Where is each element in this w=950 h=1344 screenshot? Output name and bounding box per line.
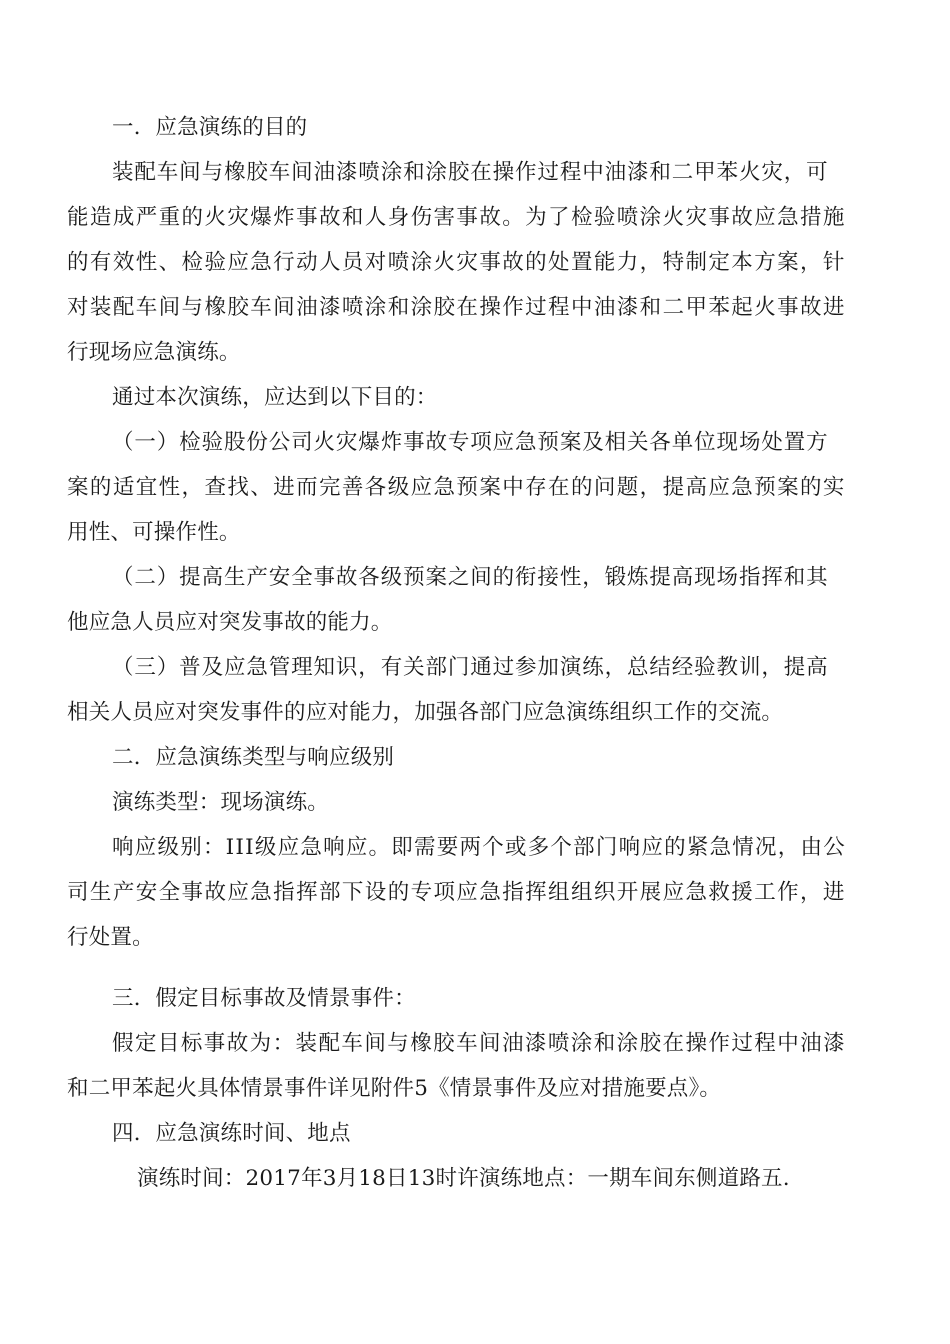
list-item-line: （ 一 ） 检 验 股 份 公 司 火 灾 爆 炸 事 故 专 项 应 急 预 案 及 相 关 各 单 位 现 场 处 置 方	[112, 430, 828, 455]
paragraph-line: 能 造 成 严 重 的 火 灾 爆 炸 事 故 和 人 身 伤 害 事 故 。 为 了 检 验 喷 涂 火 灾 事 故 应 急 措 施	[67, 205, 845, 230]
paragraph-line: 对 装 配 车 间 与 橡 胶 车 间 油 漆 喷 涂 和 涂 胶 在 操 作 过 程 中 油 漆 和 二 甲 苯 起 火 事 故 进	[67, 295, 845, 320]
paragraph-line: 响 应 级 别 ： I I I 级 应 急 响 应 。 即 需 要 两 个 或 多 个 部 门 响 应 的 紧 急 情 况 ， 由 公	[112, 835, 845, 860]
paragraph-line: 行现场应急演练。	[67, 340, 241, 365]
paragraph-line: 司 生 产 安 全 事 故 应 急 指 挥 部 下 设 的 专 项 应 急 指 挥 组 组 织 开 展 应 急 救 援 工 作 ， 进	[67, 880, 845, 905]
list-item-line: 相关人员应对突发事件的应对能力，加强各部门应急演练组织工作的交流。	[67, 700, 784, 725]
paragraph-line: 装 配 车 间 与 橡 胶 车 间 油 漆 喷 涂 和 涂 胶 在 操 作 过 程 中 油 漆 和 二 甲 苯 火 灾 ， 可	[112, 160, 828, 185]
heading-section-2: 二．应急演练类型与响应级别	[112, 745, 395, 770]
list-item-line: （ 三 ） 普 及 应 急 管 理 知 识 ， 有 关 部 门 通 过 参 加 演 练 ， 总 结 经 验 教 训 ， 提 高	[112, 655, 828, 680]
paragraph-line: 演练时间：2017年3月18日13时许演练地点：一期车间东侧道路五.	[137, 1166, 790, 1191]
paragraph-line: 的 有 效 性 、 检 验 应 急 行 动 人 员 对 喷 涂 火 灾 事 故 的 处 置 能 力 ， 特 制 定 本 方 案 ， 针	[67, 250, 845, 275]
paragraph-line: 行处置。	[67, 925, 154, 950]
heading-section-4: 四．应急演练时间、地点	[112, 1121, 351, 1146]
list-item-line: 他应急人员应对突发事故的能力。	[67, 610, 393, 635]
heading-section-3: 三．假定目标事故及情景事件：	[112, 986, 416, 1011]
paragraph-line: 假 定 目 标 事 故 为 ： 装 配 车 间 与 橡 胶 车 间 油 漆 喷 涂 和 涂 胶 在 操 作 过 程 中 油 漆	[112, 1031, 845, 1056]
paragraph-line: 演练类型：现场演练。	[112, 790, 330, 815]
list-item-line: （ 二 ） 提 高 生 产 安 全 事 故 各 级 预 案 之 间 的 衔 接 性 ， 锻 炼 提 高 现 场 指 挥 和 其	[112, 565, 828, 590]
list-item-line: 用性、可操作性。	[67, 520, 241, 545]
paragraph-line: 通过本次演练，应达到以下目的：	[112, 385, 438, 410]
paragraph-line: 和二甲苯起火具体情景事件详见附件5《情景事件及应对措施要点》。	[67, 1076, 722, 1101]
list-item-line: 案 的 适 宜 性 ， 查 找 、 进 而 完 善 各 级 应 急 预 案 中 存 在 的 问 题 ， 提 高 应 急 预 案 的 实	[67, 475, 845, 500]
heading-section-1: 一．应急演练的目的	[112, 115, 308, 140]
